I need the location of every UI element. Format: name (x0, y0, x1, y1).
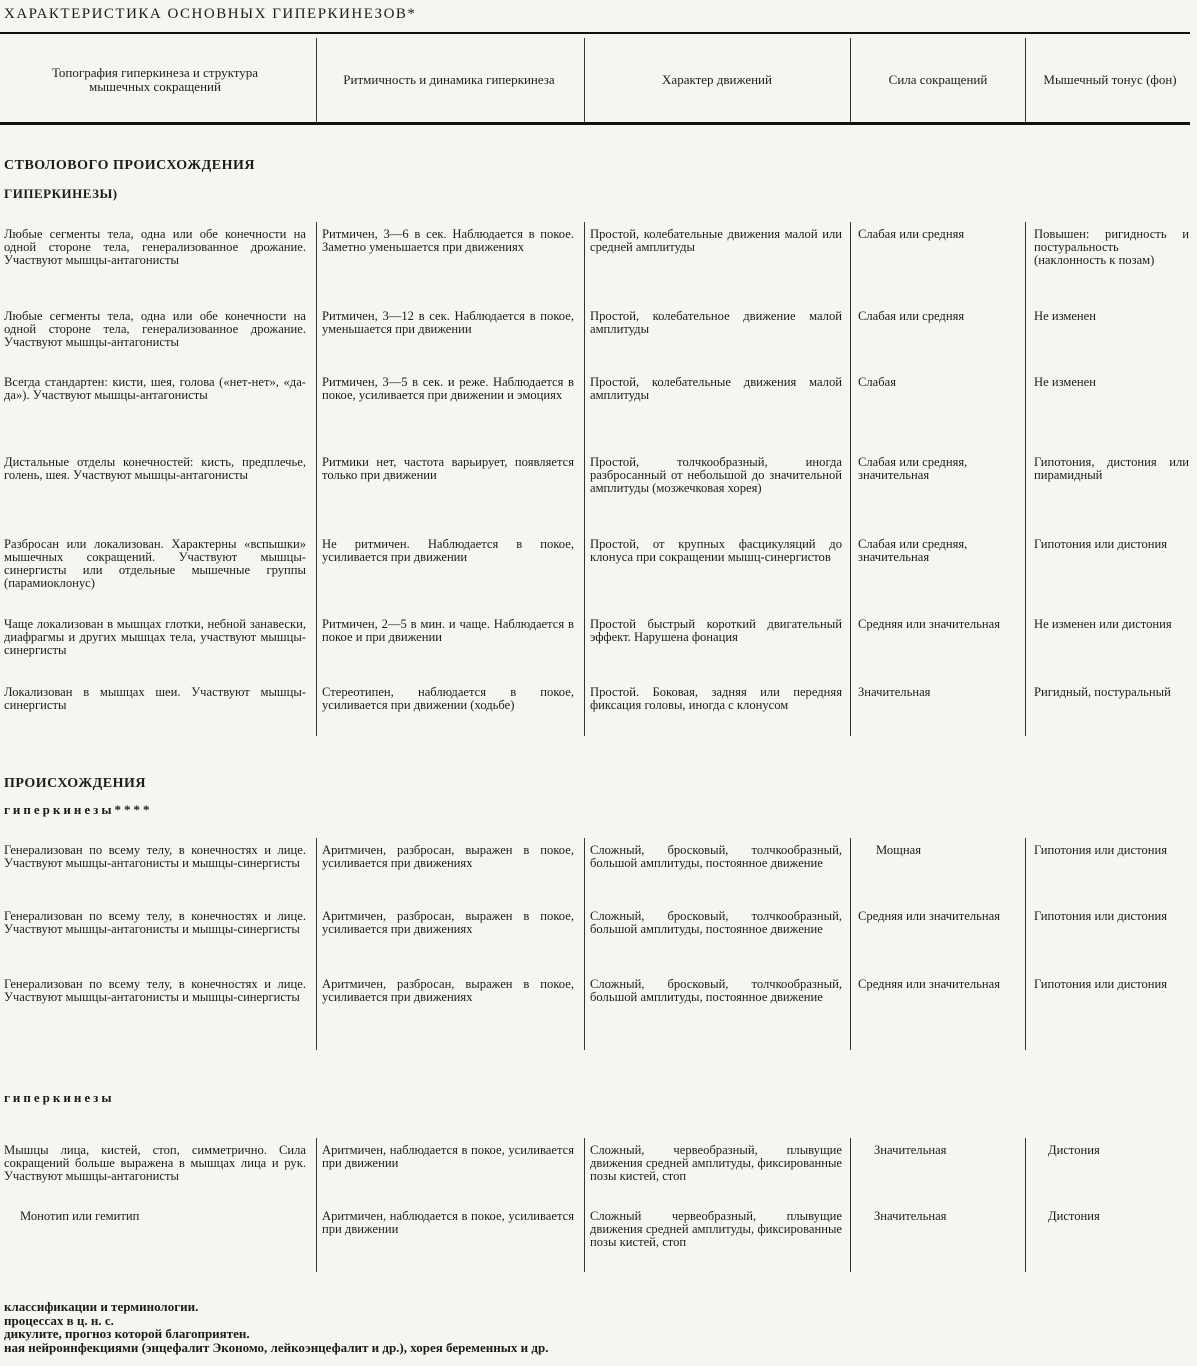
top-rule (0, 32, 1190, 34)
table-cell: Генерализован по всему телу, в конечностях и лице. Участвуют мышцы-антагонисты и мышцы-синергисты (4, 977, 306, 1004)
table-cell: Средняя или значительная (858, 977, 1001, 991)
header-divider (1025, 38, 1026, 122)
table-cell: Монотип или гемитип (20, 1209, 140, 1223)
table-cell: Всегда стандартен: кисти, шея, голова («нет-нет», «да-да»). Участвуют мышцы-антагонисты (4, 375, 306, 402)
section-subtitle: гиперкинезы (4, 1090, 115, 1105)
table-cell: Аритмичен, наблюдается в покое, усиливается при движении (322, 1209, 574, 1236)
table-cell: Любые сегменты тела, одна или обе конечности на одной стороне тела, генерализованное дрожание. Участвуют мышцы-антагонисты (4, 309, 306, 349)
column-divider (850, 222, 851, 736)
table-cell: Генерализован по всему телу, в конечностях и лице. Участвуют мышцы-антагонисты и мышцы-синергисты (4, 909, 306, 936)
table-cell: Мышцы лица, кистей, стоп, симметрично. Сила сокращений больше выражена в мышцах лица и рук. Участвуют мышцы-антагонисты (4, 1143, 306, 1183)
header-tone: Мышечный тонус (фон) (1043, 72, 1177, 87)
table-cell: Гипотония или дистония (1034, 843, 1168, 857)
table-cell: Чаще локализован в мышцах глотки, небной занавески, диафрагмы и других мышцах тела, участвуют мышцы-синергисты (4, 617, 306, 657)
table-cell: Сложный, бросковый, толчкообразный, большой амплитуды, постоянное движение (590, 843, 842, 870)
section-title: СТВОЛОВОГО ПРОИСХОЖДЕНИЯ (4, 158, 256, 173)
table-cell: Генерализован по всему телу, в конечностях и лице. Участвуют мышцы-антагонисты и мышцы-синергисты (4, 843, 306, 870)
table-cell: Мощная (876, 843, 922, 857)
footnotes (4, 1300, 548, 1354)
table-cell: Значительная (858, 685, 931, 699)
table-cell: Разбросан или локализован. Характерны «вспышки» мышечных сокращений. Участвуют мышцы-синергисты или отдельные мышечные группы (парамиоклонус) (4, 537, 306, 590)
table-cell: Ритмичен, 3—6 в сек. Наблюдается в покое. Заметно уменьшается при движениях (322, 227, 574, 254)
table-cell: Слабая (858, 375, 897, 389)
column-divider (316, 1138, 317, 1272)
header-rhythm: Ритмичность и динамика гиперкинеза (343, 72, 555, 87)
column-divider (316, 838, 317, 1050)
table-cell: Аритмичен, разбросан, выражен в покое, усиливается при движениях (322, 909, 574, 936)
table-cell: Простой, колебательные движения малой или средней амплитуды (590, 227, 842, 254)
section-subtitle: ГИПЕРКИНЕЗЫ) (4, 186, 118, 201)
table-cell: Сложный, бросковый, толчкообразный, большой амплитуды, постоянное движение (590, 977, 842, 1004)
table-cell: Не изменен или дистония (1034, 617, 1172, 631)
table-cell: Ритмичен, 3—5 в сек. и реже. Наблюдается в покое, усиливается при движении и эмоциях (322, 375, 574, 402)
table-cell: Аритмичен, разбросан, выражен в покое, усиливается при движениях (322, 843, 574, 870)
table-cell: Простой, толчкообразный, иногда разбросанный от небольшой до значительной амплитуды (мозжечковая хорея) (590, 455, 842, 495)
footnote-line: дикулите, прогноз которой благоприятен. (4, 1326, 250, 1341)
table-cell: Гипотония или дистония (1034, 537, 1168, 551)
table-cell: Аритмичен, разбросан, выражен в покое, усиливается при движениях (322, 977, 574, 1004)
table-cell: Ритмики нет, частота варьирует, появляется только при движении (322, 455, 574, 482)
table-cell: Стереотипен, наблюдается в покое, усиливается при движении (ходьбе) (322, 685, 574, 712)
table-cell: Сложный, бросковый, толчкообразный, большой амплитуды, постоянное движение (590, 909, 842, 936)
table-cell: Гипотония, дистония или пирамидный (1034, 455, 1189, 482)
table-cell: Слабая или средняя (858, 227, 965, 241)
footnote-line: ная нейроинфекциями (энцефалит Экономо, лейкоэнцефалит и др.), хорея беременных и др. (4, 1339, 549, 1355)
header-movement: Характер движений (662, 72, 772, 87)
table-cell: Ритмичен, 3—12 в сек. Наблюдается в покое, уменьшается при движении (322, 309, 574, 336)
table-cell: Слабая или средняя, значительная (858, 455, 968, 482)
table-cell: Простой, от крупных фасцикуляций до клонуса при сокращении мышц-синергистов (590, 537, 842, 564)
column-divider (584, 222, 585, 736)
table-cell: Слабая или средняя (858, 309, 965, 323)
table-cell: Дистония (1048, 1143, 1100, 1157)
table-cell: Не ритмичен. Наблюдается в покое, усиливается при движении (322, 537, 574, 564)
header-topography: Топография гиперкинеза и структура мышечных сокращений (51, 65, 259, 94)
section-subtitle: гиперкинезы**** (4, 802, 153, 817)
table-cell: Любые сегменты тела, одна или обе конечности на одной стороне тела, генерализованное дрожание. Участвуют мышцы-антагонисты (4, 227, 306, 267)
section-title: ПРОИСХОЖДЕНИЯ (4, 776, 147, 791)
table-cell: Простой, колебательные движения малой амплитуды (590, 375, 842, 402)
table-cell: Значительная (874, 1209, 947, 1223)
table-cell: Средняя или значительная (858, 909, 1001, 923)
header-divider (316, 38, 317, 122)
table-cell: Ритмичен, 2—5 в мин. и чаще. Наблюдается в покое и при движении (322, 617, 574, 644)
column-divider (584, 838, 585, 1050)
table-title: ХАРАКТЕРИСТИКА ОСНОВНЫХ ГИПЕРКИНЕЗОВ* (4, 6, 417, 22)
header-divider (584, 38, 585, 122)
table-cell: Повышен: ригидность и постуральность (наклонность к позам) (1034, 227, 1189, 267)
table-cell: Простой. Боковая, задняя или передняя фиксация головы, иногда с клонусом (590, 685, 842, 712)
table-cell: Ригидный, постуральный (1034, 685, 1171, 699)
footnote-line: классификации и терминологии. (4, 1299, 199, 1314)
table-cell: Слабая или средняя, значительная (858, 537, 968, 564)
table-cell: Не изменен (1034, 375, 1096, 389)
column-divider (850, 838, 851, 1050)
footnote-line: процессах в ц. н. с. (4, 1312, 114, 1328)
column-divider (316, 222, 317, 736)
table-cell: Значительная (874, 1143, 947, 1157)
header-divider (850, 38, 851, 122)
table-cell: Простой, колебательное движение малой амплитуды (590, 309, 842, 336)
table-cell: Гипотония или дистония (1034, 909, 1168, 923)
table-cell: Простой быстрый короткий двигательный эффект. Нарушена фонация (590, 617, 842, 644)
table-cell: Сложный, червеобразный, плывущие движения средней амплитуды, фиксированные позы кистей, стоп (590, 1143, 842, 1183)
table-cell: Дистальные отделы конечностей: кисть, предплечье, голень, шея. Участвуют мышцы-антагонисты (4, 455, 306, 482)
table-cell: Аритмичен, наблюдается в покое, усиливается при движении (322, 1143, 574, 1170)
header-rule (0, 122, 1190, 125)
column-divider (584, 1138, 585, 1272)
column-divider (1025, 1138, 1026, 1272)
table-cell: Не изменен (1034, 309, 1096, 323)
header-strength: Сила сокращений (888, 72, 988, 87)
column-divider (850, 1138, 851, 1272)
column-divider (1025, 222, 1026, 736)
table-cell: Сложный червеобразный, плывущие движения средней амплитуды, фиксированные позы кистей, стоп (590, 1209, 842, 1249)
table-cell: Локализован в мышцах шеи. Участвуют мышцы-синергисты (4, 685, 306, 712)
table-cell: Гипотония или дистония (1034, 977, 1168, 991)
table-cell: Дистония (1048, 1209, 1100, 1223)
column-divider (1025, 838, 1026, 1050)
table-cell: Средняя или значительная (858, 617, 1001, 631)
